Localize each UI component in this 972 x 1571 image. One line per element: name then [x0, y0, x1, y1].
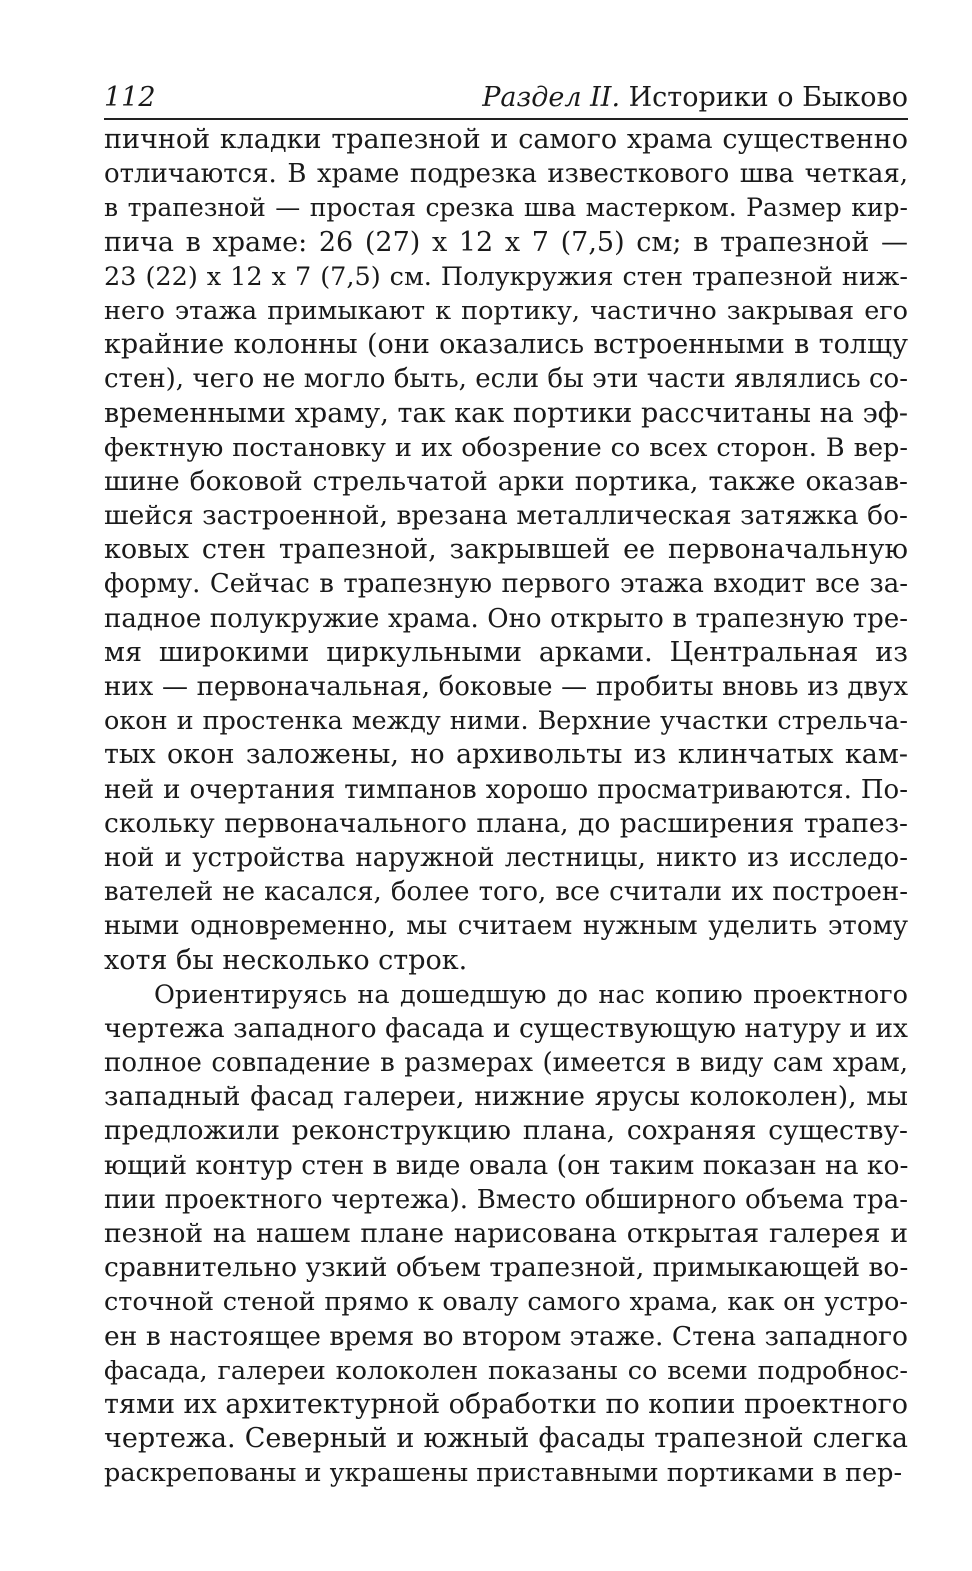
- text-line: 23 (22) х 12 х 7 (7,5) см. Полукружия стен трапезной ниж-: [104, 261, 908, 292]
- book-page: [104, 78, 908, 1491]
- text-line: форму. Сейчас в трапезную первого этажа входит все за-: [104, 569, 908, 600]
- section-label: Раздел II.: [482, 82, 621, 113]
- text-line: предложили реконструкцию плана, сохраняя существу-: [104, 1115, 908, 1147]
- text-line: фектную постановку и их обозрение со всех сторон. В вер-: [104, 432, 908, 463]
- paragraph: [104, 123, 908, 978]
- text-line: западный фасад галереи, нижние ярусы колоколен), мы: [104, 1081, 908, 1113]
- text-line: отличаются. В храме подрезка известкового шва четкая,: [104, 159, 908, 190]
- section-title: [482, 78, 908, 118]
- text-line: тями их архитектурной обработки по копии проектного: [104, 1388, 908, 1420]
- text-line: ными одновременно, мы считаем нужным уделить этому: [104, 911, 908, 942]
- text-line: ющий контур стен в виде овала (он таким показан на ко-: [104, 1149, 909, 1181]
- text-line: мя широкими циркульными арками. Центральная из: [104, 636, 908, 668]
- text-line: тых окон заложены, но архивольты из клинчатых кам-: [104, 739, 908, 771]
- paragraph: [104, 978, 908, 1491]
- text-line: них — первоначальная, боковые — пробиты вновь из двух: [104, 672, 908, 702]
- text-line: сравнительно узкий объем трапезной, примыкающей во-: [104, 1252, 909, 1284]
- text-line: пезной на нашем плане нарисована открытая галерея и: [104, 1218, 908, 1249]
- text-line: раскрепованы и украшены приставными портиками в пер-: [104, 1458, 903, 1489]
- text-line: шине боковой стрельчатой арки портика, также оказав-: [104, 465, 908, 497]
- text-line: ен в настоящее время во втором этаже. Стена западного: [104, 1320, 908, 1352]
- running-header: [104, 78, 908, 120]
- text-line: ной и устройства наружной лестницы, никто из исследо-: [104, 842, 908, 873]
- body-text: [104, 123, 908, 1491]
- text-line: падное полукружие храма. Оно открыто в трапезную тре-: [104, 603, 908, 634]
- text-line: фасада, галереи колоколен показаны со всеми подробнос-: [104, 1355, 908, 1386]
- section-title-text: Историки о Быково: [628, 82, 908, 113]
- text-line: ковых стен трапезной, закрывшей ее первоначальную: [104, 534, 908, 566]
- text-line: ней и очертания тимпанов хорошо просматриваются. По-: [104, 774, 908, 805]
- text-line: крайние колонны (они оказались встроенными в толщу: [104, 329, 908, 361]
- text-line: шейся застроенной, врезана металлическая затяжка бо-: [104, 500, 908, 532]
- text-line: хотя бы несколько строк.: [104, 944, 468, 976]
- text-line: скольку первоначального плана, до расширения трапез-: [104, 807, 908, 839]
- text-line: временными храму, так как портики рассчитаны на эф-: [104, 397, 908, 429]
- text-line: окон и простенка между ними. Верхние участки стрельча-: [104, 706, 908, 737]
- text-line: стен), чего не могло быть, если бы эти части являлись со-: [104, 364, 908, 395]
- text-line: вателей не касался, более того, все считали их построен-: [104, 877, 908, 908]
- page-number: 112: [104, 82, 156, 113]
- text-line: пии проектного чертежа). Вместо обширного объема тра-: [104, 1184, 908, 1215]
- text-line: сточной стеной прямо к овалу самого храма, как он устро-: [104, 1287, 908, 1318]
- text-line: пичной кладки трапезной и самого храма существенно: [104, 124, 908, 155]
- text-line: чертежа западного фасада и существующую натуру и их: [104, 1012, 908, 1044]
- text-line: пича в храме: 26 (27) х 12 х 7 (7,5) см; в трапезной —: [104, 226, 908, 258]
- text-line: него этажа примыкают к портику, частично закрывая его: [104, 295, 908, 326]
- text-line: полное совпадение в размерах (имеется в виду сам храм,: [104, 1048, 908, 1079]
- text-line: в трапезной — простая срезка шва мастерком. Размер кир-: [104, 193, 908, 223]
- text-line: Ориентируясь на дошедшую до нас копию проектного: [154, 979, 908, 1010]
- text-line: чертежа. Северный и южный фасады трапезной слегка: [104, 1423, 908, 1455]
